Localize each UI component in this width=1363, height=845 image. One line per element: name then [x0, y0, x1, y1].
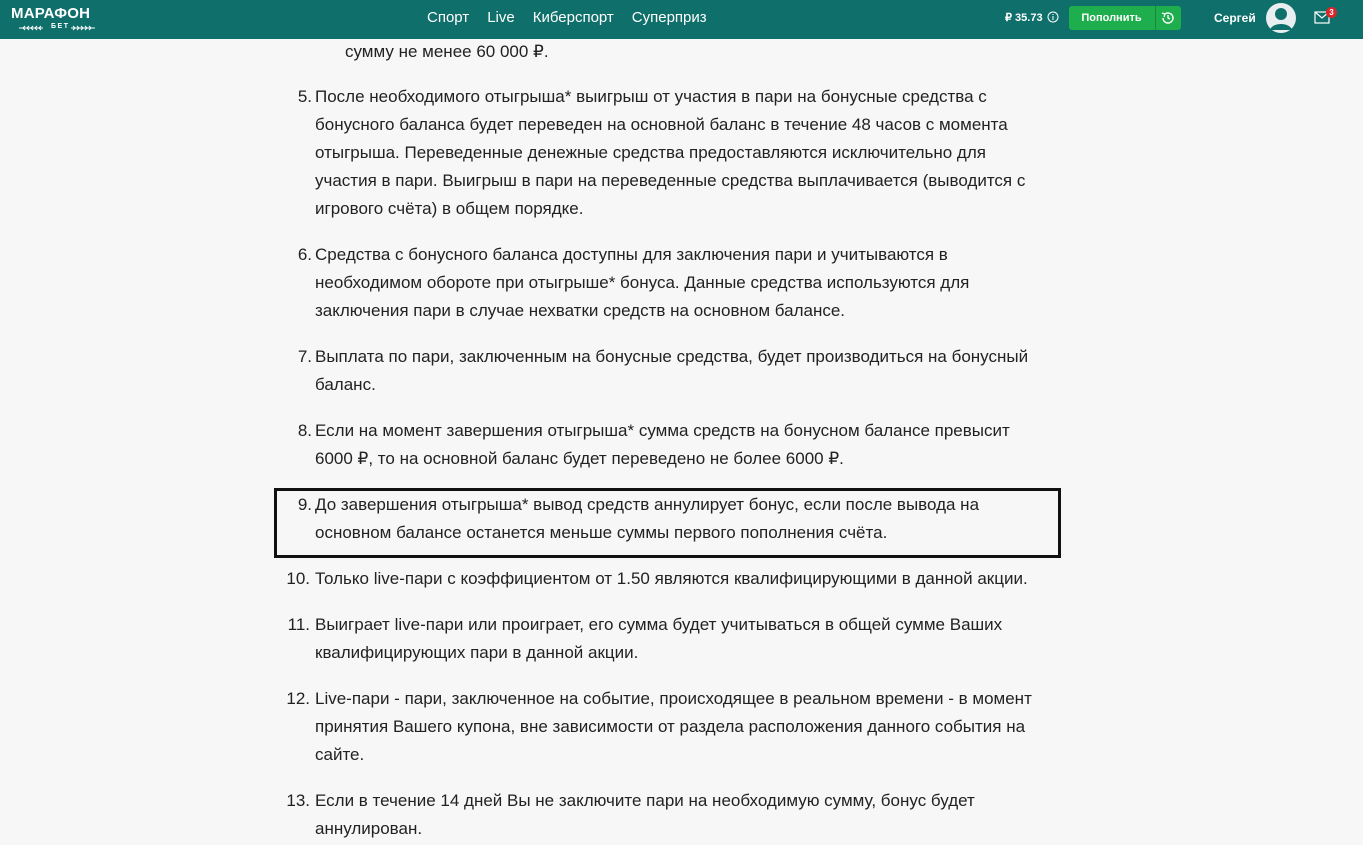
deposit-label: Пополнить: [1081, 12, 1142, 24]
list-item-line: 6000 ₽, то на основной баланс будет переведено не более 6000 ₽.: [315, 449, 844, 468]
list-item-line: Если на момент завершения отыгрыша* сумма средств на бонусном балансе превысит: [315, 421, 1010, 440]
avatar[interactable]: [1266, 3, 1296, 33]
list-item-line: игрового счёта) в общем порядке.: [315, 199, 584, 218]
logo-subtitle: БЕТ: [51, 23, 70, 30]
list-item-line: сайте.: [315, 745, 365, 764]
username[interactable]: Сергей: [1214, 11, 1256, 25]
nav-sport[interactable]: Спорт: [427, 9, 470, 26]
list-item-number: 8.: [297, 421, 312, 440]
list-item-number: 5.: [297, 87, 312, 106]
list-item-line: баланс.: [315, 375, 376, 394]
list-item-number: 12.: [286, 689, 310, 708]
list-item-line: Выиграет live-пари или проиграет, его сумма будет учитываться в общей сумме Ваших: [315, 615, 1003, 634]
history-icon[interactable]: [1160, 10, 1176, 26]
list-item-number: 13.: [286, 791, 310, 810]
account-balance[interactable]: ₽ 35.73: [1005, 12, 1043, 24]
logo-leaf-left-icon: [17, 25, 45, 31]
list-item-number: 6.: [297, 245, 312, 264]
list-item-line: Live-пари - пари, заключенное на событие, происходящее в реальном времени - в момент: [315, 689, 1032, 708]
list-item-line: Выплата по пари, заключенным на бонусные средства, будет производиться на бонусный: [315, 347, 1029, 366]
deposit-button[interactable]: [1069, 6, 1181, 30]
nav-live[interactable]: Live: [487, 9, 515, 26]
notifications-badge: 3: [1326, 7, 1337, 18]
nav-superprize[interactable]: Суперприз: [631, 9, 707, 26]
list-item-line: основном балансе останется меньше суммы первого пополнения счёта.: [315, 523, 888, 542]
logo-title: МАРАФОН: [11, 5, 91, 22]
logo-leaf-right-icon: [69, 25, 97, 31]
list-item-line: заключения пари в случае нехватки средств на основном балансе.: [315, 301, 846, 320]
intro-tail-text: сумму не менее 60 000 ₽.: [345, 42, 549, 61]
list-item-line: бонусного баланса будет переведен на основной баланс в течение 48 часов с момента: [315, 115, 1008, 134]
list-item-line: необходимом обороте при отыгрыше* бонуса. Данные средства используются для: [315, 273, 970, 292]
list-item-number: 10.: [286, 569, 310, 588]
list-item-line: участия в пари. Выигрыш в пари на переведенные средства выплачивается (выводится с: [315, 171, 1026, 190]
list-item-line: отыгрыша. Переведенные денежные средства предоставляются исключительно для: [315, 143, 986, 162]
info-icon[interactable]: [1047, 11, 1059, 23]
list-item-number: 11.: [287, 615, 310, 634]
nav-esports[interactable]: Киберспорт: [532, 9, 614, 26]
list-item-line: Только live-пари с коэффициентом от 1.50 являются квалифицирующими в данной акции.: [315, 569, 1028, 588]
list-item-number: 7.: [297, 347, 312, 366]
list-item-line: До завершения отыгрыша* вывод средств аннулирует бонус, если после вывода на: [315, 495, 980, 514]
list-item-line: Средства с бонусного баланса доступны для заключения пари и учитываются в: [315, 245, 948, 264]
list-item-line: аннулирован.: [315, 819, 423, 838]
deposit-divider: [1155, 6, 1156, 30]
terms-content: [0, 39, 1363, 845]
list-item-line: После необходимого отыгрыша* выигрыш от участия в пари на бонусные средства с: [315, 87, 987, 106]
list-item-number: 9.: [297, 495, 312, 514]
list-item-line: принятия Вашего купона, вне зависимости от раздела расположения данного события на: [315, 717, 1026, 736]
list-item-line: квалифицирующих пари в данной акции.: [315, 643, 639, 662]
top-header: [0, 0, 1363, 39]
main-nav: [427, 9, 725, 29]
marathon-logo[interactable]: [11, 5, 97, 33]
list-item-line: Если в течение 14 дней Вы не заключите пари на необходимую сумму, бонус будет: [315, 791, 975, 810]
